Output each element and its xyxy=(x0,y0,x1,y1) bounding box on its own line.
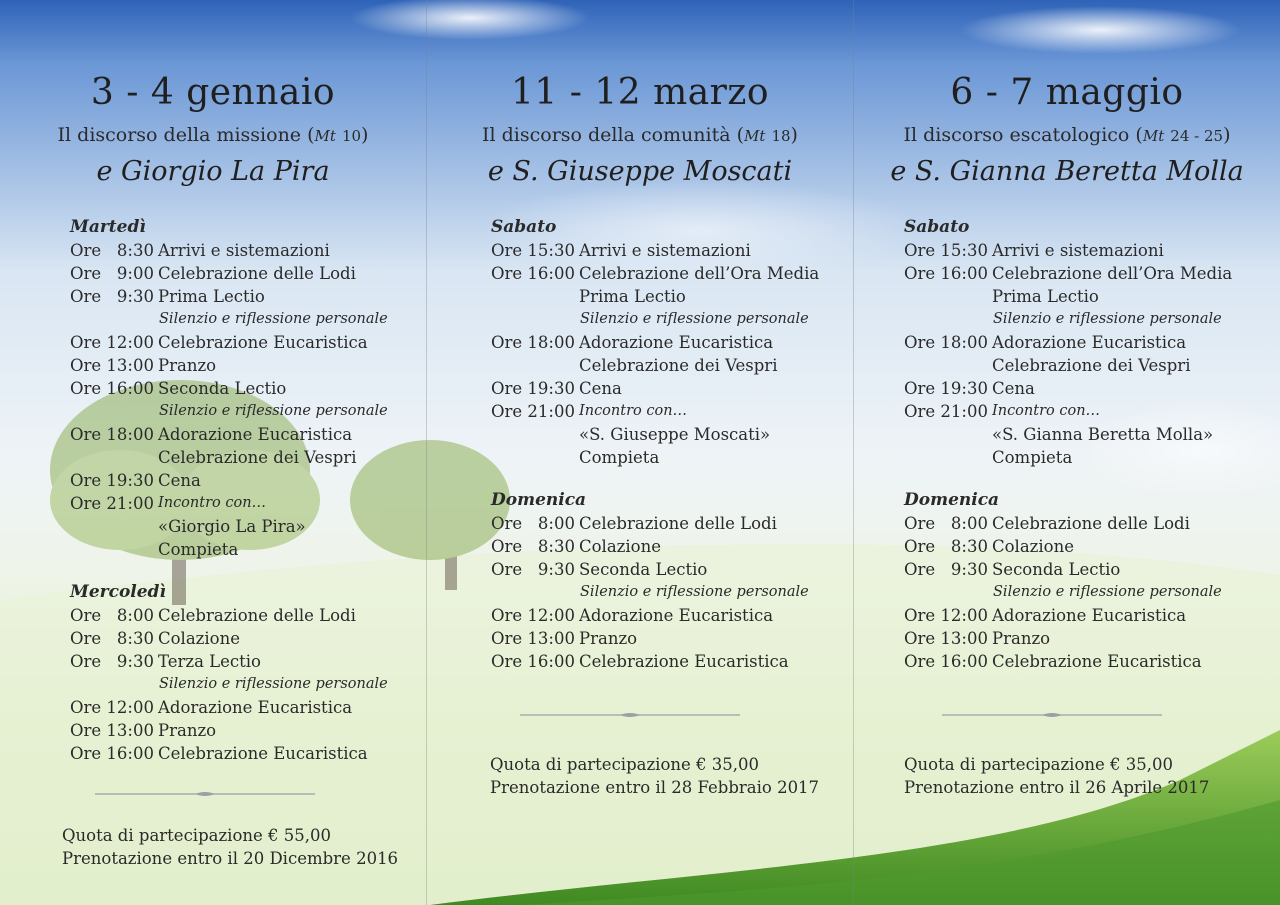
schedule-row xyxy=(904,627,1274,650)
schedule-time: Ore 18:00 xyxy=(904,333,988,352)
schedule-row xyxy=(904,604,1274,627)
schedule-row xyxy=(70,742,420,765)
schedule-row xyxy=(70,515,420,538)
schedule-activity: Celebrazione delle Lodi xyxy=(158,264,356,283)
schedule-time: Ore 16:00 xyxy=(904,264,988,283)
schedule-activity: Pranzo xyxy=(579,629,638,648)
schedule-time: Ore 8:00 xyxy=(904,514,988,533)
schedule-row xyxy=(491,285,841,308)
schedule-time: Ore 8:30 xyxy=(70,629,154,648)
ornament-divider xyxy=(95,790,315,798)
schedule-time: Ore 9:30 xyxy=(70,652,154,671)
schedule-time: Ore 12:00 xyxy=(70,698,154,717)
schedule-row xyxy=(70,538,420,561)
schedule-time: Ore 8:30 xyxy=(70,241,154,260)
schedule-row xyxy=(70,285,420,308)
schedule-activity: Cena xyxy=(579,379,622,398)
schedule-row xyxy=(904,308,1274,331)
schedule-row xyxy=(491,581,841,604)
fee-text: Quota di partecipazione € 35,00 xyxy=(904,755,1174,774)
schedule-row xyxy=(904,239,1274,262)
schedule-row xyxy=(491,377,841,400)
footer xyxy=(62,824,398,870)
schedule-time: Ore 16:00 xyxy=(491,264,575,283)
schedule-time: Ore 21:00 xyxy=(70,494,154,513)
schedule-time: Ore 12:00 xyxy=(491,606,575,625)
schedule-activity: Seconda Lectio xyxy=(579,560,708,579)
schedule-activity: Arrivi e sistemazioni xyxy=(992,241,1164,260)
panel-gennaio xyxy=(0,0,426,905)
schedule-time: Ore 15:30 xyxy=(904,241,988,260)
schedule-activity: Compieta xyxy=(992,448,1073,467)
schedule-activity: Seconda Lectio xyxy=(992,560,1121,579)
schedule-row xyxy=(70,604,420,627)
schedule-row xyxy=(70,377,420,400)
schedule-row xyxy=(491,262,841,285)
schedule-row xyxy=(491,446,841,469)
schedule-time: Ore 8:30 xyxy=(904,537,988,556)
ref-num: 24 - 25 xyxy=(1170,127,1224,145)
panel-subtitle: Il discorso della comunità (Mt 18) xyxy=(482,124,798,146)
schedule-activity: Arrivi e sistemazioni xyxy=(579,241,751,260)
ref-book: Mt xyxy=(744,127,766,145)
panel-saint: e S. Giuseppe Moscati xyxy=(487,156,793,187)
schedule-row xyxy=(491,535,841,558)
schedule-note: Silenzio e riflessione personale xyxy=(993,584,1222,600)
schedule-time: Ore 18:00 xyxy=(70,425,154,444)
day-heading: Mercoledì xyxy=(70,582,166,602)
schedule-activity: Colazione xyxy=(579,537,661,556)
schedule-row xyxy=(70,446,420,469)
day-gap xyxy=(904,469,1274,489)
schedule-row xyxy=(904,331,1274,354)
schedule-activity: Adorazione Eucaristica xyxy=(579,333,774,352)
schedule-row xyxy=(70,423,420,446)
schedule-row xyxy=(904,400,1274,423)
panel-subtitle: Il discorso escatologico (Mt 24 - 25) xyxy=(903,124,1231,146)
schedule-row xyxy=(70,492,420,515)
schedule-time: Ore 21:00 xyxy=(904,402,988,421)
day-gap xyxy=(70,561,420,581)
schedule-activity: «S. Gianna Beretta Molla» xyxy=(992,425,1214,444)
schedule-activity: Celebrazione dei Vespri xyxy=(158,448,357,467)
schedule-row xyxy=(70,673,420,696)
schedule-time: Ore 16:00 xyxy=(904,652,988,671)
panel-saint: e S. Gianna Beretta Molla xyxy=(890,156,1244,187)
schedule-row xyxy=(904,285,1274,308)
schedule-activity: Cena xyxy=(992,379,1035,398)
subtitle-text: Il discorso della comunità xyxy=(482,124,731,146)
schedule xyxy=(70,216,420,765)
schedule-activity: Celebrazione dell’Ora Media xyxy=(992,264,1233,283)
footer xyxy=(904,753,1209,799)
schedule-activity: Arrivi e sistemazioni xyxy=(158,241,330,260)
ornament-divider xyxy=(942,711,1162,719)
schedule-time: Ore 13:00 xyxy=(70,721,154,740)
schedule-time: Ore 12:00 xyxy=(904,606,988,625)
day-heading: Martedì xyxy=(70,217,146,237)
schedule-row xyxy=(70,469,420,492)
panel-marzo xyxy=(427,0,853,905)
schedule-row xyxy=(491,512,841,535)
schedule-time: Ore 13:00 xyxy=(904,629,988,648)
schedule-time: Ore 8:00 xyxy=(491,514,575,533)
schedule-time: Ore 9:30 xyxy=(904,560,988,579)
schedule-time: Ore 13:00 xyxy=(491,629,575,648)
fee-text: Quota di partecipazione € 35,00 xyxy=(490,755,760,774)
schedule-activity: Prima Lectio xyxy=(579,287,686,306)
schedule-note: Incontro con… xyxy=(158,495,267,511)
schedule-row xyxy=(70,239,420,262)
schedule-row xyxy=(70,354,420,377)
panel-saint: e Giorgio La Pira xyxy=(96,156,330,187)
schedule-activity: Adorazione Eucaristica xyxy=(579,606,774,625)
schedule-note: Silenzio e riflessione personale xyxy=(580,311,809,327)
day-heading: Domenica xyxy=(491,490,587,510)
ref-num: 10 xyxy=(341,127,362,145)
schedule-activity: Cena xyxy=(158,471,201,490)
schedule-row xyxy=(70,719,420,742)
schedule-row xyxy=(491,650,841,673)
schedule-row xyxy=(70,308,420,331)
schedule-row xyxy=(904,650,1274,673)
panel-title: 6 - 7 maggio xyxy=(950,72,1184,113)
schedule xyxy=(904,216,1274,673)
schedule-activity: Celebrazione Eucaristica xyxy=(158,333,368,352)
fee-text: Quota di partecipazione € 55,00 xyxy=(62,826,332,845)
schedule-note: Silenzio e riflessione personale xyxy=(159,403,388,419)
schedule-row xyxy=(491,354,841,377)
schedule-row xyxy=(70,331,420,354)
schedule-row xyxy=(491,308,841,331)
schedule-time: Ore 9:00 xyxy=(70,264,154,283)
schedule-row xyxy=(904,535,1274,558)
schedule-row xyxy=(491,423,841,446)
schedule-note: Incontro con… xyxy=(579,403,688,419)
subtitle-text: Il discorso della missione xyxy=(57,124,302,146)
schedule-time: Ore 19:30 xyxy=(70,471,154,490)
schedule-activity: «S. Giuseppe Moscati» xyxy=(579,425,771,444)
panel-title: 11 - 12 marzo xyxy=(510,72,770,113)
schedule-activity: Pranzo xyxy=(992,629,1051,648)
schedule-time: Ore 8:30 xyxy=(491,537,575,556)
schedule-time: Ore 18:00 xyxy=(491,333,575,352)
schedule-activity: Celebrazione Eucaristica xyxy=(579,652,789,671)
schedule-activity: Pranzo xyxy=(158,356,217,375)
footer xyxy=(490,753,819,799)
schedule-activity: Pranzo xyxy=(158,721,217,740)
schedule-activity: Celebrazione Eucaristica xyxy=(992,652,1202,671)
schedule-activity: Adorazione Eucaristica xyxy=(992,333,1187,352)
schedule-activity: Celebrazione delle Lodi xyxy=(158,606,356,625)
schedule-time: Ore 8:00 xyxy=(70,606,154,625)
schedule-time: Ore 19:30 xyxy=(904,379,988,398)
subtitle-text: Il discorso escatologico xyxy=(903,124,1130,146)
schedule-row xyxy=(491,400,841,423)
panel-subtitle: Il discorso della missione (Mt 10) xyxy=(57,124,369,146)
schedule-time: Ore 21:00 xyxy=(491,402,575,421)
panel-title: 3 - 4 gennaio xyxy=(90,72,336,113)
schedule-time: Ore 12:00 xyxy=(70,333,154,352)
day-heading: Domenica xyxy=(904,490,1000,510)
schedule-activity: Celebrazione dell’Ora Media xyxy=(579,264,820,283)
schedule xyxy=(491,216,841,673)
ref-book: Mt xyxy=(314,127,336,145)
schedule-row xyxy=(904,581,1274,604)
ref-num: 18 xyxy=(771,127,791,145)
schedule-row xyxy=(904,262,1274,285)
schedule-time: Ore 16:00 xyxy=(491,652,575,671)
schedule-row xyxy=(491,558,841,581)
schedule-row xyxy=(70,627,420,650)
schedule-row xyxy=(70,696,420,719)
schedule-activity: Adorazione Eucaristica xyxy=(992,606,1187,625)
day-heading: Sabato xyxy=(904,217,970,237)
schedule-row xyxy=(70,400,420,423)
schedule-activity: Celebrazione Eucaristica xyxy=(158,744,368,763)
booking-text: Prenotazione entro il 26 Aprile 2017 xyxy=(904,778,1210,797)
booking-text: Prenotazione entro il 28 Febbraio 2017 xyxy=(490,778,820,797)
schedule-time: Ore 16:00 xyxy=(70,379,154,398)
schedule-time: Ore 15:30 xyxy=(491,241,575,260)
schedule-activity: Prima Lectio xyxy=(992,287,1099,306)
schedule-row xyxy=(904,446,1274,469)
schedule-time: Ore 16:00 xyxy=(70,744,154,763)
schedule-row xyxy=(904,377,1274,400)
schedule-note: Silenzio e riflessione personale xyxy=(159,676,388,692)
schedule-activity: Colazione xyxy=(158,629,240,648)
schedule-activity: Terza Lectio xyxy=(158,652,261,671)
schedule-time: Ore 13:00 xyxy=(70,356,154,375)
day-heading: Sabato xyxy=(491,217,557,237)
schedule-row xyxy=(491,239,841,262)
panel-maggio xyxy=(854,0,1280,905)
schedule-activity: Compieta xyxy=(579,448,660,467)
schedule-row xyxy=(904,354,1274,377)
schedule-row xyxy=(904,512,1274,535)
schedule-row xyxy=(904,558,1274,581)
schedule-note: Silenzio e riflessione personale xyxy=(580,584,809,600)
schedule-time: Ore 9:30 xyxy=(70,287,154,306)
schedule-activity: Celebrazione dei Vespri xyxy=(992,356,1191,375)
schedule-note: Silenzio e riflessione personale xyxy=(993,311,1222,327)
schedule-time: Ore 19:30 xyxy=(491,379,575,398)
schedule-row xyxy=(491,627,841,650)
day-gap xyxy=(491,469,841,489)
schedule-row xyxy=(491,331,841,354)
schedule-row xyxy=(70,650,420,673)
ornament-divider xyxy=(520,711,740,719)
schedule-activity: Prima Lectio xyxy=(158,287,265,306)
schedule-note: Incontro con… xyxy=(992,403,1101,419)
schedule-activity: Compieta xyxy=(158,540,239,559)
schedule-activity: Celebrazione dei Vespri xyxy=(579,356,778,375)
booking-text: Prenotazione entro il 20 Dicembre 2016 xyxy=(62,849,399,868)
ref-book: Mt xyxy=(1142,127,1165,145)
schedule-activity: Colazione xyxy=(992,537,1074,556)
schedule-activity: Celebrazione delle Lodi xyxy=(579,514,777,533)
schedule-row xyxy=(904,423,1274,446)
schedule-time: Ore 9:30 xyxy=(491,560,575,579)
schedule-row xyxy=(491,604,841,627)
schedule-activity: Seconda Lectio xyxy=(158,379,287,398)
schedule-activity: Adorazione Eucaristica xyxy=(158,698,353,717)
schedule-activity: Adorazione Eucaristica xyxy=(158,425,353,444)
schedule-row xyxy=(70,262,420,285)
schedule-note: Silenzio e riflessione personale xyxy=(159,311,388,327)
schedule-activity: «Giorgio La Pira» xyxy=(158,517,306,536)
schedule-activity: Celebrazione delle Lodi xyxy=(992,514,1190,533)
